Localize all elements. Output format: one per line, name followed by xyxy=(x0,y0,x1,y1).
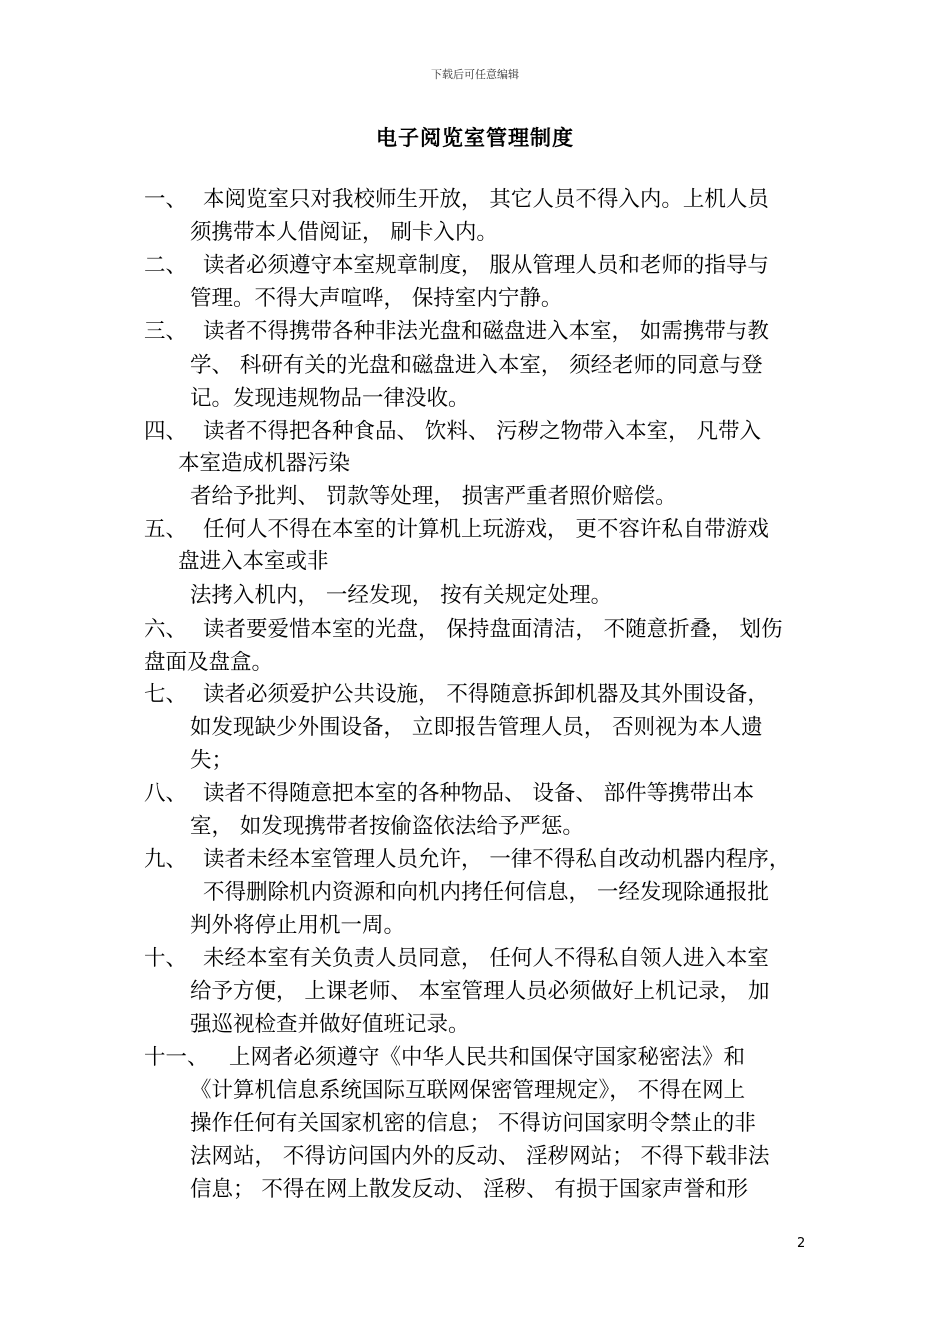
rule-line: 盘进入本室或非 xyxy=(178,549,329,574)
rule-marker: 十、 xyxy=(144,946,188,971)
rule-line: 盘面及盘盒。 xyxy=(144,650,274,675)
rule-line: 《计算机信息系统国际互联网保密管理规定》， 不得在网上 xyxy=(190,1078,746,1103)
rule-line: 判外将停止用机一周。 xyxy=(190,913,406,938)
document-title: 电子阅览室管理制度 xyxy=(376,126,574,150)
rule-marker: 十一、 xyxy=(144,1045,209,1070)
rule-marker: 六、 xyxy=(144,617,188,642)
rule-line: 读者不得携带各种非法光盘和磁盘进入本室， 如需携带与教 xyxy=(203,319,769,344)
rule-line: 法拷入机内， 一经发现， 按有关规定处理。 xyxy=(190,583,613,608)
rule-line: 读者不得把各种食品、 饮料、 污秽之物带入本室， 凡带入 xyxy=(203,419,762,444)
rule-line: 学、 科研有关的光盘和磁盘进入本室， 须经老师的同意与登 xyxy=(190,353,763,378)
rule-marker: 三、 xyxy=(144,319,188,344)
rule-line: 管理。不得大声喧哗， 保持室内宁静。 xyxy=(190,286,563,311)
rule-line: 失； xyxy=(190,748,234,773)
page-number: 2 xyxy=(797,1236,806,1251)
rule-marker: 七、 xyxy=(144,682,188,707)
rule-marker: 八、 xyxy=(144,781,188,806)
page-header-note: 下载后可任意编辑 xyxy=(431,68,519,81)
rule-marker: 二、 xyxy=(144,253,188,278)
rule-line: 室， 如发现携带者按偷盗依法给予严惩。 xyxy=(190,814,584,839)
rule-line: 须携带本人借阅证， 刷卡入内。 xyxy=(190,220,498,245)
rule-line: 读者不得随意把本室的各种物品、 设备、 部件等携带出本 xyxy=(203,781,755,806)
rule-line: 读者必须爱护公共设施， 不得随意拆卸机器及其外围设备， xyxy=(203,682,769,707)
rule-line: 读者必须遵守本室规章制度， 服从管理人员和老师的指导与 xyxy=(203,253,769,278)
rule-line: 法网站， 不得访问国内外的反动、 淫秽网站； 不得下载非法 xyxy=(190,1144,770,1169)
rule-line: 记。发现违规物品一律没收。 xyxy=(190,386,470,411)
rule-marker: 九、 xyxy=(144,847,188,872)
rule-line: 强巡视检查并做好值班记录。 xyxy=(190,1012,470,1037)
rule-line: 任何人不得在本室的计算机上玩游戏， 更不容许私自带游戏 xyxy=(203,517,769,542)
rule-line: 信息； 不得在网上散发反动、 淫秽、 有损于国家声誉和形 xyxy=(190,1177,749,1202)
rule-line: 未经本室有关负责人员同意， 任何人不得私自领人进入本室 xyxy=(203,946,769,971)
rule-marker: 四、 xyxy=(144,419,188,444)
rule-marker: 一、 xyxy=(144,187,188,212)
rule-line: 读者未经本室管理人员允许， 一律不得私自改动机器内程序， xyxy=(203,847,791,872)
rule-line: 本阅览室只对我校师生开放， 其它人员不得入内。上机人员 xyxy=(203,187,769,212)
rule-line: 不得删除机内资源和向机内拷任何信息， 一经发现除通报批 xyxy=(203,880,769,905)
rule-marker: 五、 xyxy=(144,517,188,542)
rule-line: 者给予批判、 罚款等处理， 损害严重者照价赔偿。 xyxy=(190,484,677,509)
rule-line: 上网者必须遵守《中华人民共和国保守国家秘密法》和 xyxy=(229,1045,746,1070)
rule-line: 本室造成机器污染 xyxy=(178,451,351,476)
rule-line: 给予方便， 上课老师、 本室管理人员必须做好上机记录， 加 xyxy=(190,979,770,1004)
rule-line: 读者要爱惜本室的光盘， 保持盘面清洁， 不随意折叠， 划伤 xyxy=(203,617,783,642)
rule-line: 如发现缺少外围设备， 立即报告管理人员， 否则视为本人遗 xyxy=(190,715,763,740)
rule-line: 操作任何有关国家机密的信息； 不得访问国家明令禁止的非 xyxy=(190,1111,756,1136)
